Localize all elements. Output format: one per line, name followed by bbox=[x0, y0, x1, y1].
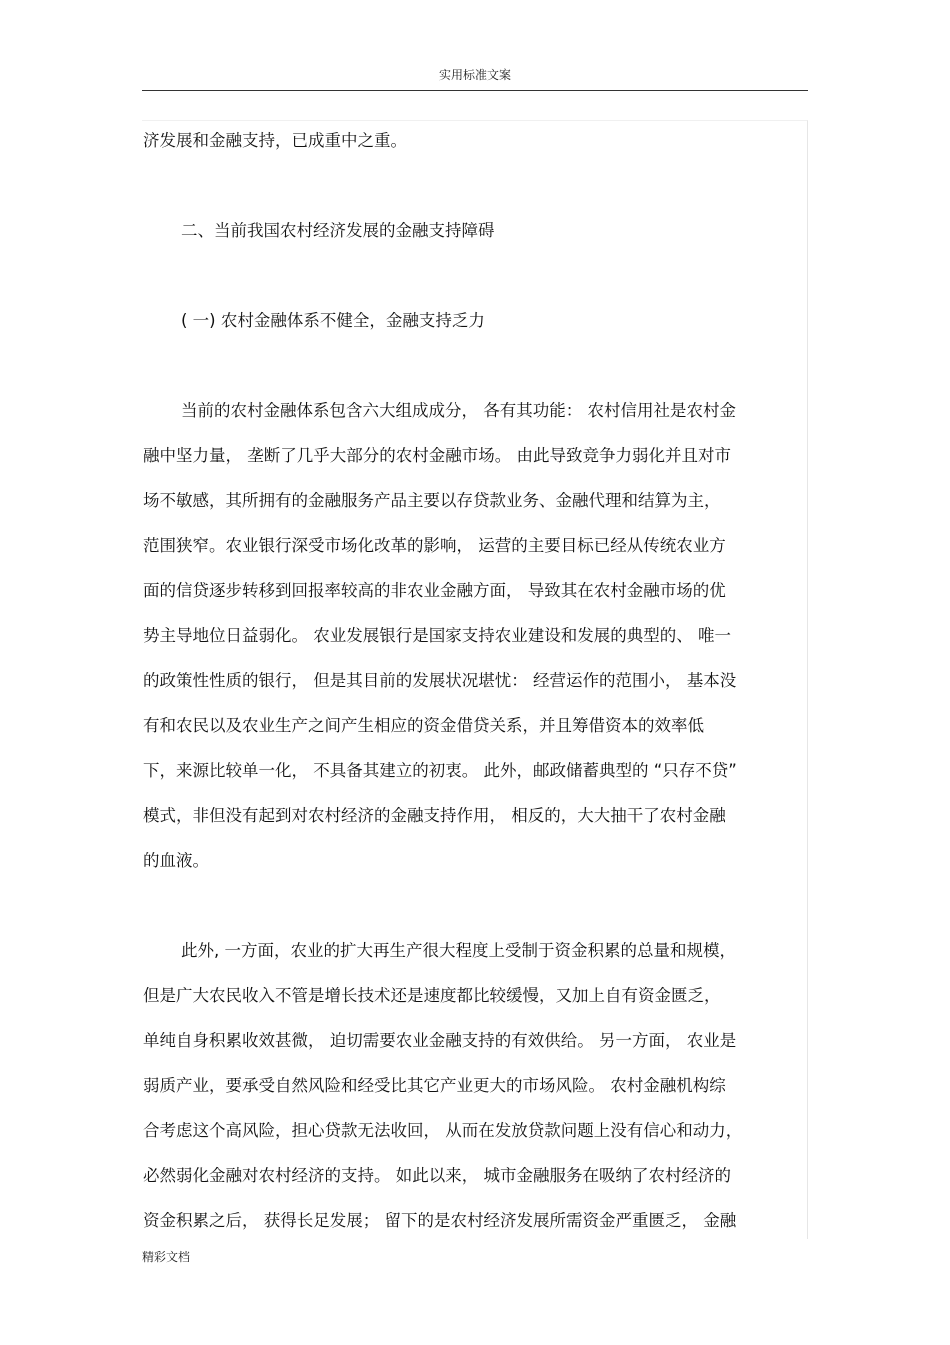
page-footer: 精彩文档 bbox=[142, 1250, 191, 1264]
paragraph-line: 下，来源比较单一化， 不具备其建立的初衷。 此外，邮政储蓄典型的 “只存不贷” bbox=[143, 761, 737, 780]
blank-line bbox=[143, 253, 805, 298]
paragraph-line: 范围狭窄。农业银行深受市场化改革的影响， 运营的主要目标已经从传统农业方 bbox=[143, 536, 726, 555]
paragraph-line: 势主导地位日益弱化。 农业发展银行是国家支持农业建设和发展的典型的、 唯一 bbox=[143, 626, 731, 645]
paragraph-line: 场不敏感，其所拥有的金融服务产品主要以存贷款业务、金融代理和结算为主， bbox=[143, 491, 721, 510]
section-heading: 二、当前我国农村经济发展的金融支持障碍 bbox=[181, 221, 495, 240]
paragraph-line: 必然弱化金融对农村经济的支持。 如此以来， 城市金融服务在吸纳了农村经济的 bbox=[143, 1166, 731, 1185]
blank-line bbox=[143, 883, 805, 928]
paragraph-line: 弱质产业，要承受自然风险和经受比其它产业更大的市场风险。 农村金融机构综 bbox=[143, 1076, 726, 1095]
paragraph-line: 此外, 一方面，农业的扩大再生产很大程度上受制于资金积累的总量和规模， bbox=[181, 941, 736, 960]
subsection-heading: ( 一) 农村金融体系不健全，金融支持乏力 bbox=[181, 311, 485, 330]
paragraph-line: 有和农民以及农业生产之间产生相应的资金借贷关系，并且筹借资本的效率低 bbox=[143, 716, 704, 735]
paragraph-line: 资金积累之后， 获得长足发展； 留下的是农村经济发展所需资金严重匮乏， 金融 bbox=[143, 1211, 737, 1230]
text-line: 济发展和金融支持，已成重中之重。 bbox=[143, 131, 407, 150]
page-header: 实用标准文案 bbox=[438, 68, 511, 82]
blank-line bbox=[143, 343, 805, 388]
paragraph-line: 单纯自身积累收效甚微， 迫切需要农业金融支持的有效供给。 另一方面， 农业是 bbox=[143, 1031, 737, 1050]
paragraph-line: 合考虑这个高风险，担心贷款无法收回， 从而在发放贷款问题上没有信心和动力， bbox=[143, 1121, 743, 1140]
paragraph-line: 融中坚力量， 垄断了几乎大部分的农村金融市场。 由此导致竞争力弱化并且对市 bbox=[143, 446, 731, 465]
document-body bbox=[143, 118, 805, 1243]
paragraph-line: 的血液。 bbox=[143, 851, 209, 870]
paragraph-line: 面的信贷逐步转移到回报率较高的非农业金融方面， 导致其在农村金融市场的优 bbox=[143, 581, 726, 600]
paragraph-line: 的政策性性质的银行， 但是其目前的发展状况堪忧： 经营运作的范围小， 基本没 bbox=[143, 671, 737, 690]
header-rule bbox=[142, 90, 808, 91]
paragraph-line: 但是广大农民收入不管是增长技术还是速度都比较缓慢，又加上自有资金匮乏， bbox=[143, 986, 721, 1005]
paragraph-line: 模式，非但没有起到对农村经济的金融支持作用， 相反的，大大抽干了农村金融 bbox=[143, 806, 726, 825]
paragraph-line: 当前的农村金融体系包含六大组成成分， 各有其功能： 农村信用社是农村金 bbox=[181, 401, 736, 420]
blank-line bbox=[143, 163, 805, 208]
